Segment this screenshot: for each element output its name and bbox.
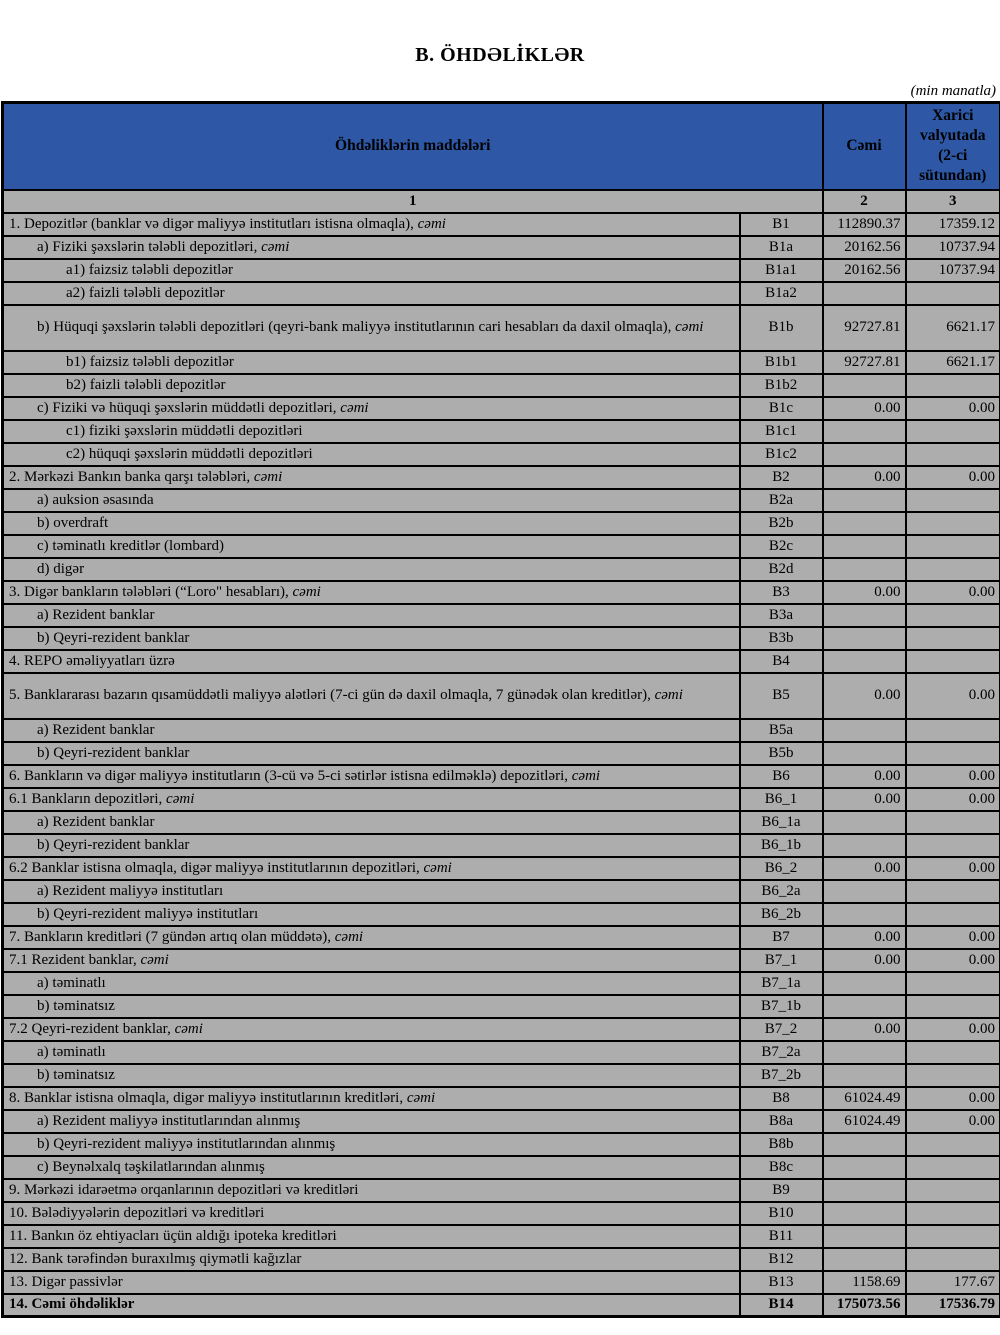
foreign-currency-value-cell: 6621.17 — [906, 351, 1000, 374]
column-number-3: 3 — [906, 190, 1000, 213]
code-cell: B1a1 — [740, 259, 823, 282]
foreign-column-header: Xarici valyutada (2-ci sütundan) — [906, 103, 1000, 190]
total-value-cell: 92727.81 — [823, 351, 906, 374]
foreign-currency-value-cell: 0.00 — [906, 673, 1000, 719]
table-row — [3, 282, 1000, 305]
total-value-cell — [823, 995, 906, 1018]
item-label-cell: c) təminatlı kreditlər (lombard) — [3, 535, 740, 558]
total-value-cell — [823, 1133, 906, 1156]
total-value-cell: 61024.49 — [823, 1087, 906, 1110]
foreign-currency-value-cell: 0.00 — [906, 926, 1000, 949]
foreign-currency-value-cell: 17536.79 — [906, 1294, 1000, 1317]
code-cell: B6_1a — [740, 811, 823, 834]
foreign-currency-value-cell: 0.00 — [906, 765, 1000, 788]
code-cell: B2c — [740, 535, 823, 558]
table-row — [3, 213, 1000, 236]
total-value-cell — [823, 742, 906, 765]
code-cell: B7_2 — [740, 1018, 823, 1041]
code-cell: B5a — [740, 719, 823, 742]
item-label-cell: a) Rezident banklar — [3, 604, 740, 627]
code-cell: B6_2a — [740, 880, 823, 903]
foreign-currency-value-cell — [906, 834, 1000, 857]
code-cell: B3a — [740, 604, 823, 627]
code-cell: B2b — [740, 512, 823, 535]
total-value-cell — [823, 903, 906, 926]
total-value-cell — [823, 1156, 906, 1179]
item-label-cell: 8. Banklar istisna olmaqla, digər maliyyə institutlarının kreditləri, cəmi — [3, 1087, 740, 1110]
foreign-currency-value-cell: 0.00 — [906, 857, 1000, 880]
code-cell: B1c1 — [740, 420, 823, 443]
table-row — [3, 834, 1000, 857]
table-row — [3, 558, 1000, 581]
foreign-currency-value-cell: 0.00 — [906, 949, 1000, 972]
code-cell: B3 — [740, 581, 823, 604]
table-row — [3, 650, 1000, 673]
table-row — [3, 512, 1000, 535]
item-label-cell: 6.2 Banklar istisna olmaqla, digər maliyyə institutlarının depozitləri, cəmi — [3, 857, 740, 880]
total-value-cell — [823, 627, 906, 650]
item-label-cell: c) Fiziki və hüquqi şəxslərin müddətli depozitləri, cəmi — [3, 397, 740, 420]
item-label-cell: a2) faizli tələbli depozitlər — [3, 282, 740, 305]
code-cell: B7_2b — [740, 1064, 823, 1087]
item-label-cell: a) Rezident maliyyə institutlarından alınmış — [3, 1110, 740, 1133]
code-cell: B8b — [740, 1133, 823, 1156]
item-label-cell: a) Rezident banklar — [3, 719, 740, 742]
foreign-currency-value-cell — [906, 512, 1000, 535]
foreign-currency-value-cell: 177.67 — [906, 1271, 1000, 1294]
liabilities-table — [1, 101, 1000, 1318]
table-row — [3, 811, 1000, 834]
total-value-cell — [823, 1225, 906, 1248]
code-cell: B1b1 — [740, 351, 823, 374]
code-cell: B6_1 — [740, 788, 823, 811]
item-label-cell: b) Hüquqi şəxslərin tələbli depozitləri (qeyri-bank maliyyə institutlarının cari hesabları da daxil olmaqla), cəmi — [3, 305, 740, 351]
table-row — [3, 1156, 1000, 1179]
table-row — [3, 1294, 1000, 1317]
foreign-currency-value-cell — [906, 903, 1000, 926]
code-cell: B7 — [740, 926, 823, 949]
item-label-cell: 13. Digər passivlər — [3, 1271, 740, 1294]
foreign-currency-value-cell: 6621.17 — [906, 305, 1000, 351]
total-value-cell — [823, 535, 906, 558]
table-header-row — [3, 103, 1000, 190]
total-value-cell — [823, 834, 906, 857]
foreign-currency-value-cell — [906, 535, 1000, 558]
item-label-cell: 9. Mərkəzi idarəetmə orqanlarının depozitləri və kreditləri — [3, 1179, 740, 1202]
foreign-currency-value-cell — [906, 1179, 1000, 1202]
foreign-currency-value-cell — [906, 1225, 1000, 1248]
item-label-cell: b) Qeyri-rezident maliyyə institutlarından alınmış — [3, 1133, 740, 1156]
foreign-currency-value-cell — [906, 719, 1000, 742]
total-value-cell: 0.00 — [823, 949, 906, 972]
table-row — [3, 1110, 1000, 1133]
table-row — [3, 1271, 1000, 1294]
item-label-cell: 5. Banklararası bazarın qısamüddətli maliyyə alətləri (7-ci gün də daxil olmaqla, 7 günədək olan kreditlər), cəmi — [3, 673, 740, 719]
code-cell: B6_2b — [740, 903, 823, 926]
table-row — [3, 742, 1000, 765]
foreign-currency-value-cell — [906, 742, 1000, 765]
item-label-cell: d) digər — [3, 558, 740, 581]
item-label-cell: 3. Digər bankların tələbləri (“Loro" hesabları), cəmi — [3, 581, 740, 604]
column-number-1: 1 — [3, 190, 823, 213]
total-value-cell — [823, 811, 906, 834]
total-value-cell — [823, 650, 906, 673]
table-row — [3, 604, 1000, 627]
foreign-currency-value-cell: 0.00 — [906, 1087, 1000, 1110]
total-value-cell — [823, 1041, 906, 1064]
code-cell: B1b — [740, 305, 823, 351]
table-row — [3, 995, 1000, 1018]
item-label-cell: 7.2 Qeyri-rezident banklar, cəmi — [3, 1018, 740, 1041]
foreign-currency-value-cell — [906, 420, 1000, 443]
item-label-cell: 6. Bankların və digər maliyyə institutların (3-cü və 5-ci sətirlər istisna edilməklə) depozitləri, cəmi — [3, 765, 740, 788]
code-cell: B7_1 — [740, 949, 823, 972]
item-label-cell: c1) fiziki şəxslərin müddətli depozitləri — [3, 420, 740, 443]
code-cell: B1b2 — [740, 374, 823, 397]
item-label-cell: b) Qeyri-rezident banklar — [3, 834, 740, 857]
total-value-cell — [823, 1064, 906, 1087]
code-cell: B2 — [740, 466, 823, 489]
code-cell: B10 — [740, 1202, 823, 1225]
code-cell: B1c — [740, 397, 823, 420]
total-value-cell: 92727.81 — [823, 305, 906, 351]
total-value-cell: 0.00 — [823, 788, 906, 811]
total-value-cell — [823, 489, 906, 512]
table-row — [3, 1018, 1000, 1041]
code-cell: B7_1b — [740, 995, 823, 1018]
table-row — [3, 1041, 1000, 1064]
code-cell: B6_2 — [740, 857, 823, 880]
code-cell: B4 — [740, 650, 823, 673]
code-cell: B7_2a — [740, 1041, 823, 1064]
table-row — [3, 305, 1000, 351]
table-row — [3, 466, 1000, 489]
foreign-currency-value-cell — [906, 1041, 1000, 1064]
total-value-cell: 61024.49 — [823, 1110, 906, 1133]
item-label-cell: a) təminatlı — [3, 972, 740, 995]
foreign-currency-value-cell — [906, 374, 1000, 397]
total-value-cell — [823, 880, 906, 903]
item-label-cell: b) Qeyri-rezident banklar — [3, 627, 740, 650]
total-value-cell: 0.00 — [823, 397, 906, 420]
foreign-currency-value-cell — [906, 880, 1000, 903]
item-label-cell: b) Qeyri-rezident banklar — [3, 742, 740, 765]
code-cell: B8 — [740, 1087, 823, 1110]
column-number-row — [3, 190, 1000, 213]
table-row — [3, 880, 1000, 903]
code-cell: B14 — [740, 1294, 823, 1317]
item-label-cell: c) Beynəlxalq təşkilatlarından alınmış — [3, 1156, 740, 1179]
foreign-currency-value-cell — [906, 443, 1000, 466]
total-value-cell — [823, 558, 906, 581]
foreign-currency-value-cell — [906, 995, 1000, 1018]
foreign-currency-value-cell — [906, 1133, 1000, 1156]
table-row — [3, 1133, 1000, 1156]
foreign-currency-value-cell: 0.00 — [906, 581, 1000, 604]
total-value-cell: 0.00 — [823, 765, 906, 788]
items-column-header: Öhdəliklərin maddələri — [3, 103, 823, 190]
item-label-cell: b) təminatsız — [3, 995, 740, 1018]
total-value-cell — [823, 443, 906, 466]
item-label-cell: 14. Cəmi öhdəliklər — [3, 1294, 740, 1317]
table-row — [3, 1064, 1000, 1087]
table-row — [3, 374, 1000, 397]
total-value-cell — [823, 719, 906, 742]
total-value-cell: 20162.56 — [823, 259, 906, 282]
column-number-2: 2 — [823, 190, 906, 213]
table-row — [3, 351, 1000, 374]
total-value-cell: 175073.56 — [823, 1294, 906, 1317]
item-label-cell: 6.1 Bankların depozitləri, cəmi — [3, 788, 740, 811]
foreign-currency-value-cell — [906, 627, 1000, 650]
table-row — [3, 673, 1000, 719]
table-row — [3, 1087, 1000, 1110]
total-value-cell — [823, 1179, 906, 1202]
item-label-cell: a) auksion əsasında — [3, 489, 740, 512]
item-label-cell: a) təminatlı — [3, 1041, 740, 1064]
item-label-cell: a1) faizsiz tələbli depozitlər — [3, 259, 740, 282]
code-cell: B2a — [740, 489, 823, 512]
table-row — [3, 949, 1000, 972]
code-cell: B1a2 — [740, 282, 823, 305]
item-label-cell: a) Rezident banklar — [3, 811, 740, 834]
total-value-cell — [823, 972, 906, 995]
item-label-cell: b2) faizli tələbli depozitlər — [3, 374, 740, 397]
page-title: B. ÖHDƏLİKLƏR — [0, 44, 1000, 67]
code-cell: B11 — [740, 1225, 823, 1248]
code-cell: B6_1b — [740, 834, 823, 857]
foreign-currency-value-cell: 0.00 — [906, 1018, 1000, 1041]
item-label-cell: 10. Bələdiyyələrin depozitləri və kreditləri — [3, 1202, 740, 1225]
total-value-cell: 0.00 — [823, 581, 906, 604]
table-row — [3, 788, 1000, 811]
foreign-currency-value-cell: 0.00 — [906, 1110, 1000, 1133]
total-value-cell — [823, 512, 906, 535]
item-label-cell: 2. Mərkəzi Bankın banka qarşı tələbləri, cəmi — [3, 466, 740, 489]
table-row — [3, 443, 1000, 466]
total-value-cell: 0.00 — [823, 466, 906, 489]
total-value-cell — [823, 604, 906, 627]
foreign-currency-value-cell: 10737.94 — [906, 259, 1000, 282]
table-row — [3, 535, 1000, 558]
table-row — [3, 397, 1000, 420]
code-cell: B7_1a — [740, 972, 823, 995]
table-row — [3, 627, 1000, 650]
foreign-currency-value-cell: 0.00 — [906, 466, 1000, 489]
total-value-cell — [823, 420, 906, 443]
item-label-cell: 11. Bankın öz ehtiyacları üçün aldığı ipoteka kreditləri — [3, 1225, 740, 1248]
item-label-cell: 1. Depozitlər (banklar və digər maliyyə institutları istisna olmaqla), cəmi — [3, 213, 740, 236]
table-row — [3, 489, 1000, 512]
foreign-currency-value-cell — [906, 650, 1000, 673]
foreign-currency-value-cell: 0.00 — [906, 788, 1000, 811]
item-label-cell: 4. REPO əməliyyatları üzrə — [3, 650, 740, 673]
code-cell: B1 — [740, 213, 823, 236]
table-row — [3, 581, 1000, 604]
total-value-cell: 112890.37 — [823, 213, 906, 236]
item-label-cell: b1) faizsiz tələbli depozitlər — [3, 351, 740, 374]
code-cell: B5b — [740, 742, 823, 765]
table-row — [3, 903, 1000, 926]
total-value-cell: 0.00 — [823, 926, 906, 949]
item-label-cell: b) Qeyri-rezident maliyyə institutları — [3, 903, 740, 926]
foreign-currency-value-cell — [906, 604, 1000, 627]
table-row — [3, 926, 1000, 949]
total-value-cell: 0.00 — [823, 857, 906, 880]
item-label-cell: 12. Bank tərəfindən buraxılmış qiymətli kağızlar — [3, 1248, 740, 1271]
item-label-cell: b) overdraft — [3, 512, 740, 535]
total-value-cell — [823, 1248, 906, 1271]
code-cell: B6 — [740, 765, 823, 788]
foreign-currency-value-cell — [906, 811, 1000, 834]
item-label-cell: 7. Bankların kreditləri (7 gündən artıq olan müddətə), cəmi — [3, 926, 740, 949]
item-label-cell: c2) hüquqi şəxslərin müddətli depozitləri — [3, 443, 740, 466]
table-row — [3, 1248, 1000, 1271]
code-cell: B13 — [740, 1271, 823, 1294]
item-label-cell: 7.1 Rezident banklar, cəmi — [3, 949, 740, 972]
code-cell: B3b — [740, 627, 823, 650]
foreign-currency-value-cell — [906, 1248, 1000, 1271]
item-label-cell: a) Rezident maliyyə institutları — [3, 880, 740, 903]
code-cell: B5 — [740, 673, 823, 719]
table-row — [3, 1202, 1000, 1225]
total-value-cell — [823, 374, 906, 397]
foreign-currency-value-cell — [906, 489, 1000, 512]
table-row — [3, 259, 1000, 282]
foreign-currency-value-cell — [906, 1202, 1000, 1225]
total-value-cell — [823, 1202, 906, 1225]
total-column-header: Cəmi — [823, 103, 906, 190]
item-label-cell: b) təminatsız — [3, 1064, 740, 1087]
foreign-currency-value-cell — [906, 1156, 1000, 1179]
foreign-currency-value-cell — [906, 282, 1000, 305]
table-row — [3, 236, 1000, 259]
table-row — [3, 719, 1000, 742]
table-row — [3, 1225, 1000, 1248]
total-value-cell: 0.00 — [823, 1018, 906, 1041]
unit-note: (min manatla) — [0, 83, 1000, 100]
code-cell: B12 — [740, 1248, 823, 1271]
code-cell: B9 — [740, 1179, 823, 1202]
table-row — [3, 1179, 1000, 1202]
code-cell: B8a — [740, 1110, 823, 1133]
table-row — [3, 420, 1000, 443]
total-value-cell: 0.00 — [823, 673, 906, 719]
code-cell: B1a — [740, 236, 823, 259]
foreign-currency-value-cell — [906, 1064, 1000, 1087]
table-row — [3, 857, 1000, 880]
item-label-cell: a) Fiziki şəxslərin tələbli depozitləri, cəmi — [3, 236, 740, 259]
code-cell: B1c2 — [740, 443, 823, 466]
table-row — [3, 765, 1000, 788]
code-cell: B8c — [740, 1156, 823, 1179]
total-value-cell: 20162.56 — [823, 236, 906, 259]
foreign-currency-value-cell — [906, 558, 1000, 581]
foreign-currency-value-cell: 10737.94 — [906, 236, 1000, 259]
foreign-currency-value-cell: 17359.12 — [906, 213, 1000, 236]
code-cell: B2d — [740, 558, 823, 581]
foreign-currency-value-cell: 0.00 — [906, 397, 1000, 420]
total-value-cell — [823, 282, 906, 305]
table-row — [3, 972, 1000, 995]
total-value-cell: 1158.69 — [823, 1271, 906, 1294]
foreign-currency-value-cell — [906, 972, 1000, 995]
